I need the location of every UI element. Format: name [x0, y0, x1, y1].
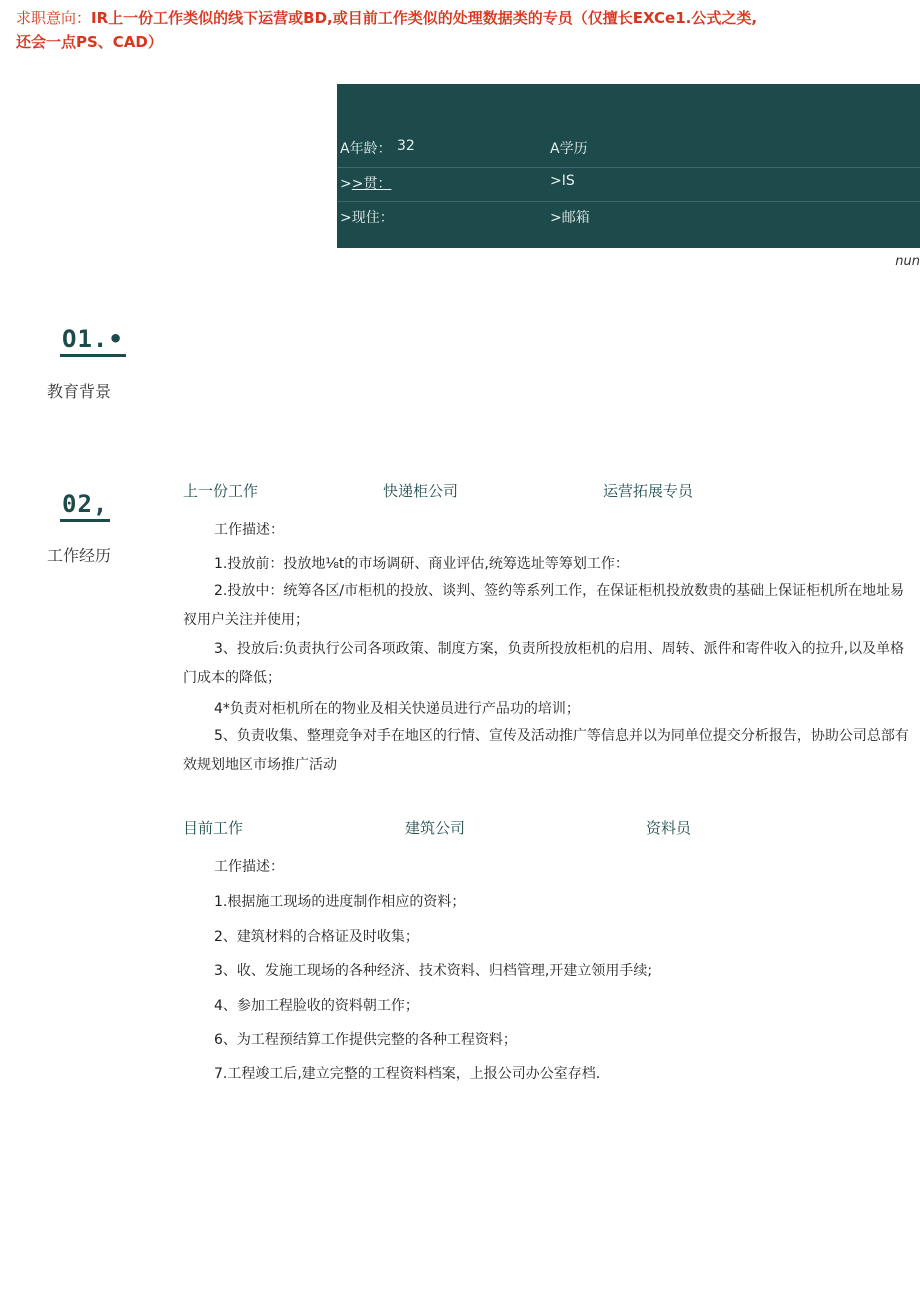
native-place-prefix: >: [340, 176, 352, 192]
job-objective-text: IR上一份工作类似的线下运营或BD,或目前工作类似的处理数据类的专员（仅擅长EXCe1.公式之类,: [91, 9, 758, 27]
job-company: 建筑公司: [405, 819, 466, 837]
education-section-title: 教育背景: [47, 382, 112, 401]
age-value: 32: [397, 138, 415, 154]
page-mark: nun: [895, 254, 920, 269]
age-label: A年龄：: [340, 141, 392, 157]
native-place-field: [340, 173, 391, 193]
work-section-number: 02,: [60, 491, 110, 522]
is-label: >IS: [550, 173, 575, 189]
job-period: 上一份工作: [183, 482, 259, 500]
job-duty-item: 2.投放中：统筹各区/市柜机的投放、谈判、签约等系列工作，在保证柜机投放数贵的基础上保证柜机所在地址易衩用户关注并使用；: [183, 583, 905, 628]
job-description-label: 工作描述：: [214, 522, 284, 538]
info-divider: [337, 167, 920, 168]
job-duty-item: 1.根据施工现场的进度制作相应的资料；: [214, 894, 466, 910]
job-objective-line-2: 还会一点PS、CAD）: [16, 33, 163, 51]
job-position: 资料员: [646, 819, 692, 837]
job-position: 运营拓展专员: [603, 482, 694, 500]
native-place-label: >贯：: [351, 176, 392, 192]
job-duty-item: 5、负责收集、整理竞争对手在地区的行情、宣传及活动推广等信息并以为同单位提交分析报告，协助公司总部有效规划地区市场推广活动: [183, 728, 909, 773]
residence-label: >现住：: [340, 210, 394, 226]
job-duty-item: 3、收、发施工现场的各种经济、技术资料、归档管理,开建立领用手续;: [214, 963, 653, 979]
info-divider: [337, 201, 920, 202]
job-duty-item: 4*负责对柜机所在的物业及相关快递员进行产品功的培训；: [214, 701, 580, 717]
education-section-number: O1.•: [60, 326, 126, 357]
job-duty-item: 3、投放后:负责执行公司各项政策、制度方案，负责所投放柜机的启用、周转、派件和寄件收入的拉升,以及单格门成本的降低；: [183, 641, 905, 686]
job-duty-item: 4、参加工程脸收的资料朝工作；: [214, 998, 419, 1014]
education-label: A学历: [550, 141, 588, 157]
personal-info-panel: [337, 84, 920, 248]
email-label: >邮箱: [550, 210, 590, 226]
work-section-title: 工作经历: [47, 546, 112, 565]
job-period: 目前工作: [183, 819, 244, 837]
job-duty-item: 7.工程竣工后,建立完整的工程资料档案，上报公司办公室存档.: [214, 1066, 601, 1082]
job-objective-line-1: [16, 6, 916, 30]
job-company: 快递柜公司: [383, 482, 459, 500]
job-objective: [16, 6, 916, 54]
job-objective-prefix: 求职意向：: [16, 9, 92, 27]
job-description-label: 工作描述：: [214, 859, 284, 875]
job-duty-item: 6、为工程预结算工作提供完整的各种工程资料；: [214, 1032, 517, 1048]
job-duty-item: 2、建筑材料的合格证及时收集；: [214, 929, 419, 945]
job-duty-item: 1.投放前：投放地⅛t的市场调研、商业评估,统筹选址等筹划工作：: [214, 556, 629, 572]
